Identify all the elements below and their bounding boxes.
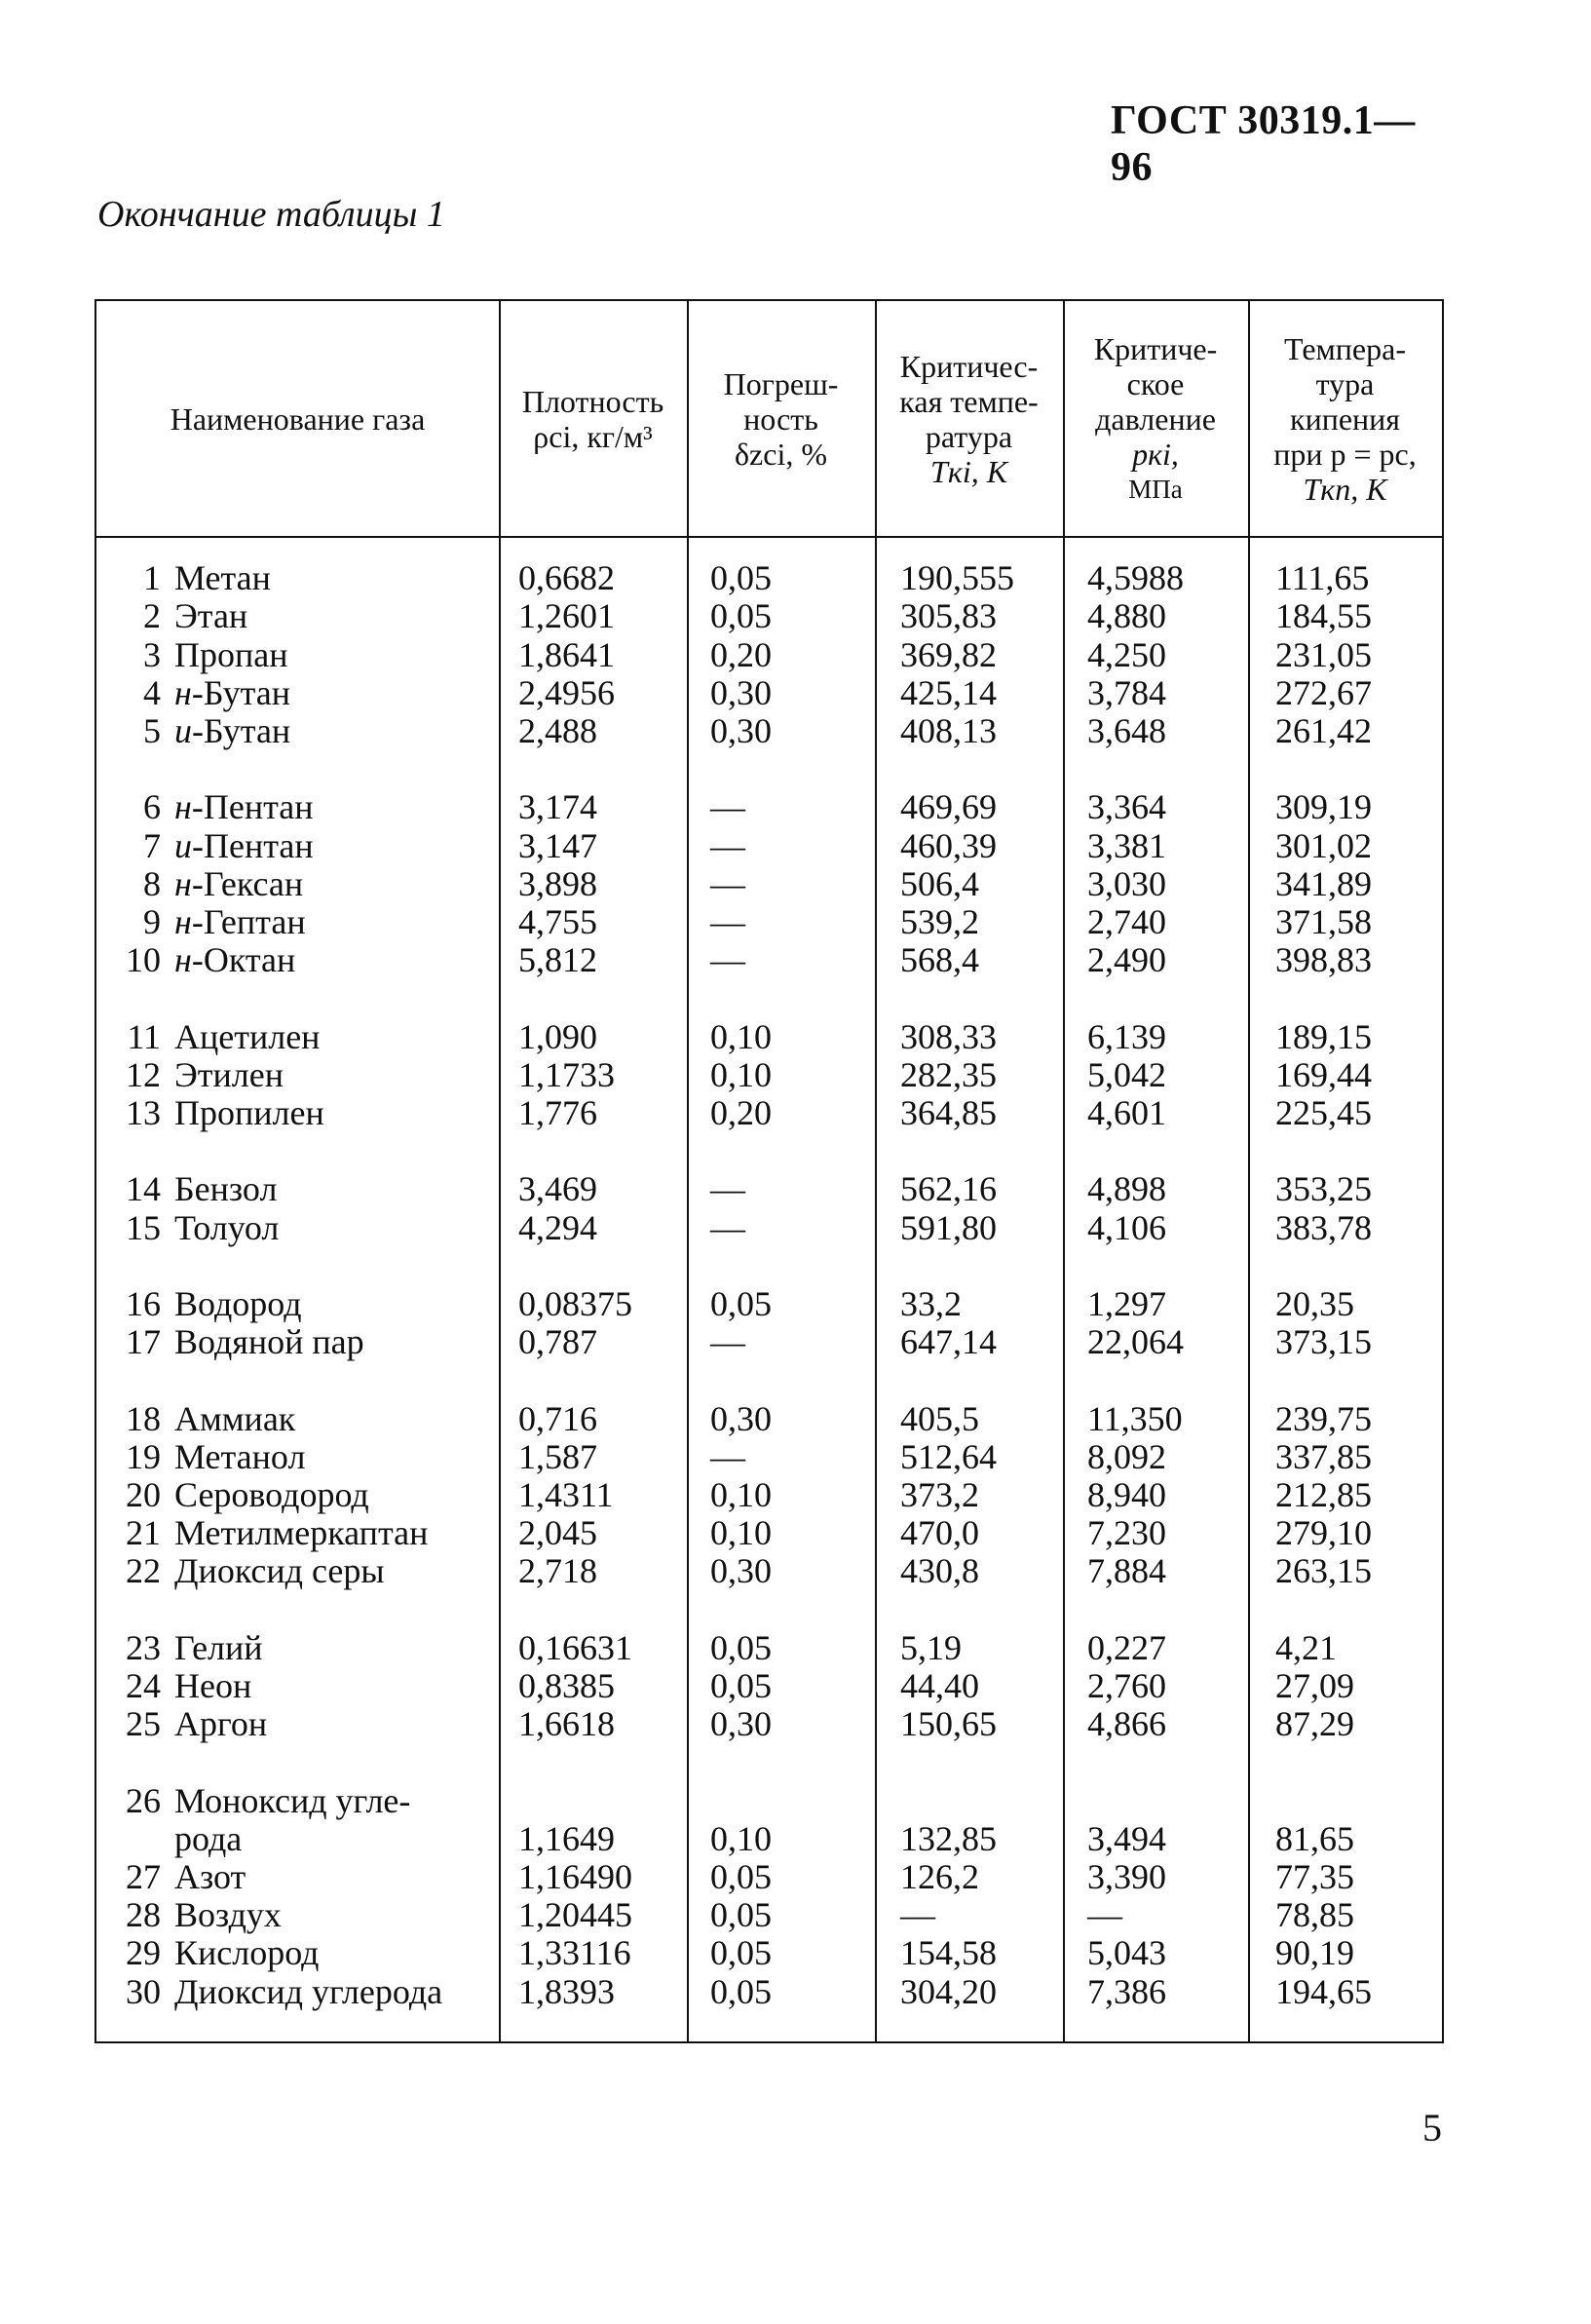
row-number: 13 bbox=[126, 1093, 161, 1132]
error-value: 0,30 bbox=[710, 1398, 772, 1438]
gas-name: Сероводород bbox=[174, 1475, 369, 1514]
critical-temperature-value: 304,20 bbox=[900, 1971, 997, 2011]
gas-name-prefix: н- bbox=[174, 787, 204, 827]
error-value: 0,05 bbox=[710, 1627, 772, 1667]
gas-name: Гелий bbox=[174, 1627, 263, 1667]
gas-name: Диоксид серы bbox=[174, 1551, 385, 1591]
critical-temperature-value: 591,80 bbox=[900, 1207, 997, 1247]
table-row bbox=[96, 787, 1442, 826]
boiling-temperature-value: 81,65 bbox=[1275, 1818, 1354, 1858]
row-number: 30 bbox=[126, 1971, 161, 2011]
gas-name: Водород bbox=[174, 1284, 302, 1323]
boiling-temperature-value: 111,65 bbox=[1275, 558, 1370, 598]
row-number: 24 bbox=[126, 1666, 161, 1705]
critical-pressure-value: 0,227 bbox=[1087, 1627, 1166, 1667]
density-value: 0,8385 bbox=[518, 1666, 615, 1705]
error-value: 0,30 bbox=[710, 1704, 772, 1744]
critical-pressure-value: 22,064 bbox=[1087, 1322, 1184, 1362]
gas-name: Метанол bbox=[174, 1436, 306, 1476]
boiling-temperature-value: 263,15 bbox=[1275, 1551, 1372, 1591]
critical-temperature-value: 647,14 bbox=[900, 1322, 997, 1362]
density-value: 1,776 bbox=[518, 1093, 597, 1132]
critical-temperature-value: 405,5 bbox=[900, 1398, 979, 1438]
density-value: 0,08375 bbox=[518, 1284, 632, 1323]
gas-name: Аргон bbox=[174, 1704, 268, 1744]
table-row bbox=[96, 1093, 1442, 1132]
critical-temperature-value: 282,35 bbox=[900, 1054, 997, 1094]
density-value: 2,488 bbox=[518, 711, 597, 750]
row-number: 7 bbox=[143, 825, 161, 865]
boiling-temperature-value: 373,15 bbox=[1275, 1322, 1372, 1362]
critical-pressure-value: 2,740 bbox=[1087, 902, 1166, 941]
critical-temperature-value: 506,4 bbox=[900, 863, 979, 903]
gas-name: Пропан bbox=[174, 634, 288, 674]
density-value: 1,1649 bbox=[518, 1818, 615, 1858]
boiling-temperature-value: 261,42 bbox=[1275, 711, 1372, 750]
critical-temperature-value: — bbox=[900, 1895, 935, 1935]
critical-temperature-value: 430,8 bbox=[900, 1551, 979, 1591]
document-code: ГОСТ 30319.1—96 bbox=[1111, 98, 1416, 190]
gas-name: Водяной пар bbox=[174, 1322, 364, 1362]
gas-name-prefix: и- bbox=[174, 711, 204, 750]
density-value: 0,16631 bbox=[518, 1627, 632, 1667]
density-value: 3,469 bbox=[518, 1169, 597, 1209]
critical-pressure-value: 3,381 bbox=[1087, 825, 1166, 865]
boiling-temperature-value: 78,85 bbox=[1275, 1895, 1354, 1935]
header-tb-label-1: Темпера- bbox=[1284, 330, 1406, 366]
critical-pressure-value: 2,490 bbox=[1087, 940, 1166, 980]
boiling-temperature-value: 272,67 bbox=[1275, 672, 1372, 712]
error-value: 0,20 bbox=[710, 634, 772, 674]
density-value: 1,090 bbox=[518, 1016, 597, 1056]
critical-pressure-value: 7,386 bbox=[1087, 1971, 1166, 2011]
critical-temperature-value: 539,2 bbox=[900, 902, 979, 941]
table-row bbox=[96, 1017, 1442, 1056]
row-number: 18 bbox=[126, 1398, 161, 1438]
critical-pressure-value: — bbox=[1087, 1895, 1122, 1935]
critical-pressure-value: 8,092 bbox=[1087, 1436, 1166, 1476]
boiling-temperature-value: 194,65 bbox=[1275, 1971, 1372, 2011]
critical-pressure-value: 7,230 bbox=[1087, 1513, 1166, 1553]
boiling-temperature-value: 383,78 bbox=[1275, 1207, 1372, 1247]
critical-pressure-value: 3,784 bbox=[1087, 672, 1166, 712]
critical-pressure-value: 2,760 bbox=[1087, 1666, 1166, 1705]
critical-pressure-value: 4,106 bbox=[1087, 1207, 1166, 1247]
page-number: 5 bbox=[1422, 2106, 1442, 2150]
gas-name: Кислород bbox=[174, 1933, 320, 1973]
error-value: 0,05 bbox=[710, 558, 772, 598]
row-number: 11 bbox=[127, 1016, 161, 1056]
critical-temperature-value: 150,65 bbox=[900, 1704, 997, 1744]
table-row bbox=[96, 1399, 1442, 1438]
critical-pressure-value: 1,297 bbox=[1087, 1284, 1166, 1323]
critical-pressure-value: 4,250 bbox=[1087, 634, 1166, 674]
row-number: 3 bbox=[143, 634, 161, 674]
density-value: 1,2601 bbox=[518, 596, 615, 636]
error-value: — bbox=[710, 940, 745, 980]
table-row bbox=[96, 864, 1442, 903]
header-tb-label-3: кипения bbox=[1290, 400, 1400, 437]
boiling-temperature-value: 189,15 bbox=[1275, 1016, 1372, 1056]
density-value: 0,787 bbox=[518, 1322, 597, 1362]
gas-name: рода bbox=[174, 1818, 243, 1858]
header-boiling-temperature bbox=[1248, 301, 1442, 536]
density-value: 1,6618 bbox=[518, 1704, 615, 1744]
table-row bbox=[96, 1055, 1442, 1094]
row-number: 5 bbox=[143, 711, 161, 750]
gas-name: Метилмеркаптан bbox=[174, 1513, 429, 1553]
gas-name-text: Бутан bbox=[203, 672, 291, 712]
critical-pressure-value: 4,866 bbox=[1087, 1704, 1166, 1744]
row-number: 10 bbox=[126, 940, 161, 980]
row-number: 29 bbox=[126, 1933, 161, 1973]
error-value: 0,05 bbox=[710, 1284, 772, 1323]
error-value: — bbox=[710, 1322, 745, 1362]
density-value: 4,294 bbox=[518, 1207, 597, 1247]
density-value: 1,33116 bbox=[518, 1933, 631, 1973]
density-value: 3,898 bbox=[518, 863, 597, 903]
boiling-temperature-value: 337,85 bbox=[1275, 1436, 1372, 1476]
row-number: 26 bbox=[126, 1780, 161, 1820]
table-row bbox=[96, 1781, 1442, 1820]
error-value: — bbox=[710, 863, 745, 903]
gas-name: Ацетилен bbox=[174, 1016, 321, 1056]
header-density-label: Плотность bbox=[521, 383, 664, 419]
table-row bbox=[96, 1933, 1442, 1972]
error-value: — bbox=[710, 1169, 745, 1209]
boiling-temperature-value: 212,85 bbox=[1275, 1475, 1372, 1514]
header-critical-pressure bbox=[1063, 301, 1248, 536]
boiling-temperature-value: 4,21 bbox=[1275, 1627, 1337, 1667]
table-row bbox=[96, 1208, 1442, 1247]
critical-temperature-value: 469,69 bbox=[900, 787, 997, 827]
critical-temperature-value: 369,82 bbox=[900, 634, 997, 674]
row-number: 4 bbox=[143, 672, 161, 712]
table-caption: Окончание таблицы 1 bbox=[97, 194, 445, 235]
row-number: 21 bbox=[126, 1513, 161, 1553]
header-critical-temperature bbox=[875, 301, 1063, 536]
gas-name-prefix: и- bbox=[174, 825, 204, 865]
critical-pressure-value: 4,898 bbox=[1087, 1169, 1166, 1209]
critical-pressure-value: 3,648 bbox=[1087, 711, 1166, 750]
row-number: 16 bbox=[126, 1284, 161, 1323]
density-value: 1,1733 bbox=[518, 1054, 615, 1094]
table-row bbox=[96, 1551, 1442, 1590]
boiling-temperature-value: 169,44 bbox=[1275, 1054, 1372, 1094]
header-density-symbol: ρci, кг/м³ bbox=[533, 418, 653, 454]
header-error bbox=[687, 301, 875, 536]
header-density bbox=[499, 301, 687, 536]
table-row bbox=[96, 711, 1442, 750]
critical-temperature-value: 132,85 bbox=[900, 1818, 997, 1858]
gas-name: Пропилен bbox=[174, 1093, 324, 1132]
row-number: 28 bbox=[126, 1895, 161, 1935]
error-value: — bbox=[710, 787, 745, 827]
header-tc-label-3: ратура bbox=[925, 418, 1013, 454]
row-number: 15 bbox=[126, 1207, 161, 1247]
header-pc-unit: МПа bbox=[1128, 474, 1183, 504]
boiling-temperature-value: 225,45 bbox=[1275, 1093, 1372, 1132]
header-tb-symbol: Tкп, К bbox=[1303, 471, 1387, 507]
header-pc-symbol: pкi, bbox=[1132, 436, 1179, 472]
error-value: — bbox=[710, 902, 745, 941]
boiling-temperature-value: 341,89 bbox=[1275, 863, 1372, 903]
critical-pressure-value: 6,139 bbox=[1087, 1016, 1166, 1056]
gas-name: Этан bbox=[174, 596, 248, 636]
density-value: 3,174 bbox=[518, 787, 597, 827]
error-value: — bbox=[710, 1436, 745, 1476]
critical-temperature-value: 154,58 bbox=[900, 1933, 997, 1973]
critical-pressure-value: 7,884 bbox=[1087, 1551, 1166, 1591]
table-row bbox=[96, 1895, 1442, 1934]
header-pc-label-2: ское bbox=[1126, 365, 1185, 401]
critical-temperature-value: 512,64 bbox=[900, 1436, 997, 1476]
row-number: 8 bbox=[143, 863, 161, 903]
density-value: 5,812 bbox=[518, 940, 597, 980]
header-error-label-1: Погреш- bbox=[723, 365, 839, 401]
critical-temperature-value: 364,85 bbox=[900, 1093, 997, 1132]
header-gas-name-label: Наименование газа bbox=[170, 400, 426, 437]
row-number: 12 bbox=[126, 1054, 161, 1094]
boiling-temperature-value: 353,25 bbox=[1275, 1169, 1372, 1209]
error-value: 0,10 bbox=[710, 1513, 772, 1553]
error-value: 0,05 bbox=[710, 1857, 772, 1896]
header-error-symbol: δzci, % bbox=[734, 436, 827, 472]
critical-temperature-value: 33,2 bbox=[900, 1284, 962, 1323]
density-value: 2,045 bbox=[518, 1513, 597, 1553]
row-number: 9 bbox=[143, 902, 161, 941]
error-value: 0,10 bbox=[710, 1818, 772, 1858]
error-value: — bbox=[710, 825, 745, 865]
row-number: 2 bbox=[143, 596, 161, 636]
gas-name: Аммиак bbox=[174, 1398, 296, 1438]
gas-properties-table bbox=[95, 299, 1444, 2043]
critical-temperature-value: 126,2 bbox=[900, 1857, 979, 1896]
gas-name-prefix: н- bbox=[174, 902, 204, 941]
critical-temperature-value: 470,0 bbox=[900, 1513, 979, 1553]
critical-temperature-value: 305,83 bbox=[900, 596, 997, 636]
table-row bbox=[96, 673, 1442, 712]
table-row bbox=[96, 1857, 1442, 1896]
density-value: 0,6682 bbox=[518, 558, 615, 598]
gas-name-text: Бутан bbox=[204, 711, 291, 750]
row-number: 1 bbox=[143, 558, 161, 598]
gas-name: Азот bbox=[174, 1857, 246, 1896]
critical-pressure-value: 4,5988 bbox=[1087, 558, 1184, 598]
density-value: 0,716 bbox=[518, 1398, 597, 1438]
critical-pressure-value: 3,364 bbox=[1087, 787, 1166, 827]
gas-name: Бензол bbox=[174, 1169, 278, 1209]
table-row bbox=[96, 1475, 1442, 1514]
gas-name-prefix: н- bbox=[174, 863, 204, 903]
critical-pressure-value: 11,350 bbox=[1087, 1398, 1183, 1438]
row-number: 6 bbox=[143, 787, 161, 827]
gas-name: Диоксид углерода bbox=[174, 1971, 443, 2011]
row-number: 14 bbox=[126, 1169, 161, 1209]
table-row bbox=[96, 940, 1442, 979]
density-value: 1,16490 bbox=[518, 1857, 632, 1896]
gas-name-text: Гептан bbox=[203, 902, 306, 941]
header-tb-label-2: тура bbox=[1315, 365, 1375, 401]
gas-name: Этилен bbox=[174, 1054, 284, 1094]
row-number: 23 bbox=[126, 1627, 161, 1667]
critical-temperature-value: 568,4 bbox=[900, 940, 979, 980]
header-gas-name bbox=[96, 301, 499, 536]
table-row bbox=[96, 1513, 1442, 1552]
critical-temperature-value: 44,40 bbox=[900, 1666, 979, 1705]
header-tc-label-1: Критичес- bbox=[899, 348, 1039, 384]
table-row bbox=[96, 1704, 1442, 1743]
row-number: 25 bbox=[126, 1704, 161, 1744]
row-number: 17 bbox=[126, 1322, 161, 1362]
boiling-temperature-value: 77,35 bbox=[1275, 1857, 1354, 1896]
density-value: 1,8641 bbox=[518, 634, 615, 674]
header-tb-label-4: при p = pc, bbox=[1273, 436, 1417, 472]
critical-temperature-value: 408,13 bbox=[900, 711, 997, 750]
critical-pressure-value: 4,880 bbox=[1087, 596, 1166, 636]
critical-temperature-value: 190,555 bbox=[900, 558, 1014, 598]
boiling-temperature-value: 279,10 bbox=[1275, 1513, 1372, 1553]
table-row bbox=[96, 1322, 1442, 1361]
error-value: 0,10 bbox=[710, 1054, 772, 1094]
gas-name: Метан bbox=[174, 558, 271, 598]
table-row bbox=[96, 1972, 1442, 2011]
density-value: 1,20445 bbox=[518, 1895, 632, 1935]
critical-pressure-value: 8,940 bbox=[1087, 1475, 1166, 1514]
boiling-temperature-value: 371,58 bbox=[1275, 902, 1372, 941]
density-value: 2,718 bbox=[518, 1551, 597, 1591]
gas-name-text: Пентан bbox=[203, 787, 314, 827]
row-number: 19 bbox=[126, 1436, 161, 1476]
critical-temperature-value: 373,2 bbox=[900, 1475, 979, 1514]
table-row bbox=[96, 1284, 1442, 1323]
table-header bbox=[96, 301, 1442, 538]
row-number: 22 bbox=[126, 1551, 161, 1591]
table-row bbox=[96, 1819, 1442, 1858]
critical-temperature-value: 460,39 bbox=[900, 825, 997, 865]
table-row bbox=[96, 558, 1442, 597]
table-row bbox=[96, 596, 1442, 635]
gas-name: Воздух bbox=[174, 1895, 282, 1935]
header-error-label-2: ность bbox=[743, 400, 818, 437]
critical-pressure-value: 4,601 bbox=[1087, 1093, 1166, 1132]
gas-name-prefix: н- bbox=[174, 940, 204, 980]
table-row bbox=[96, 1169, 1442, 1208]
header-tc-symbol: Tкi, К bbox=[930, 453, 1007, 489]
density-value: 1,587 bbox=[518, 1436, 597, 1476]
gas-name-text: Пентан bbox=[204, 825, 314, 865]
header-pc-label-3: давление bbox=[1095, 400, 1216, 437]
gas-name: Толуол bbox=[174, 1207, 280, 1247]
boiling-temperature-value: 239,75 bbox=[1275, 1398, 1372, 1438]
critical-pressure-value: 3,030 bbox=[1087, 863, 1166, 903]
critical-temperature-value: 5,19 bbox=[900, 1627, 962, 1667]
boiling-temperature-value: 309,19 bbox=[1275, 787, 1372, 827]
gas-name: Моноксид угле- bbox=[174, 1780, 411, 1820]
error-value: 0,05 bbox=[710, 1666, 772, 1705]
error-value: — bbox=[710, 1207, 745, 1247]
critical-temperature-value: 308,33 bbox=[900, 1016, 997, 1056]
critical-pressure-value: 5,042 bbox=[1087, 1054, 1166, 1094]
error-value: 0,20 bbox=[710, 1093, 772, 1132]
table-row bbox=[96, 826, 1442, 865]
error-value: 0,05 bbox=[710, 1895, 772, 1935]
boiling-temperature-value: 20,35 bbox=[1275, 1284, 1354, 1323]
table-row bbox=[96, 635, 1442, 674]
boiling-temperature-value: 87,29 bbox=[1275, 1704, 1354, 1744]
row-number: 27 bbox=[126, 1857, 161, 1896]
gas-name-text: Октан bbox=[203, 940, 296, 980]
header-pc-label-1: Критиче- bbox=[1093, 330, 1218, 366]
error-value: 0,30 bbox=[710, 711, 772, 750]
boiling-temperature-value: 398,83 bbox=[1275, 940, 1372, 980]
boiling-temperature-value: 301,02 bbox=[1275, 825, 1372, 865]
gas-name: Неон bbox=[174, 1666, 252, 1705]
density-value: 4,755 bbox=[518, 902, 597, 941]
density-value: 2,4956 bbox=[518, 672, 615, 712]
boiling-temperature-value: 231,05 bbox=[1275, 634, 1372, 674]
critical-pressure-value: 3,390 bbox=[1087, 1857, 1166, 1896]
table-row bbox=[96, 1666, 1442, 1705]
table-row bbox=[96, 1437, 1442, 1476]
critical-temperature-value: 562,16 bbox=[900, 1169, 997, 1209]
critical-pressure-value: 3,494 bbox=[1087, 1818, 1166, 1858]
row-number: 20 bbox=[126, 1475, 161, 1514]
critical-temperature-value: 425,14 bbox=[900, 672, 997, 712]
error-value: 0,30 bbox=[710, 1551, 772, 1591]
error-value: 0,05 bbox=[710, 1971, 772, 2011]
boiling-temperature-value: 90,19 bbox=[1275, 1933, 1354, 1973]
density-value: 3,147 bbox=[518, 825, 597, 865]
table-row bbox=[96, 1628, 1442, 1667]
table-row bbox=[96, 902, 1442, 941]
error-value: 0,30 bbox=[710, 672, 772, 712]
critical-pressure-value: 5,043 bbox=[1087, 1933, 1166, 1973]
header-tc-label-2: кая темпе- bbox=[899, 383, 1039, 419]
gas-name-prefix: н- bbox=[174, 672, 204, 712]
boiling-temperature-value: 184,55 bbox=[1275, 596, 1372, 636]
error-value: 0,10 bbox=[710, 1016, 772, 1056]
density-value: 1,4311 bbox=[518, 1475, 614, 1514]
boiling-temperature-value: 27,09 bbox=[1275, 1666, 1354, 1705]
error-value: 0,10 bbox=[710, 1475, 772, 1514]
error-value: 0,05 bbox=[710, 1933, 772, 1973]
error-value: 0,05 bbox=[710, 596, 772, 636]
density-value: 1,8393 bbox=[518, 1971, 615, 2011]
gas-name-text: Гексан bbox=[203, 863, 304, 903]
